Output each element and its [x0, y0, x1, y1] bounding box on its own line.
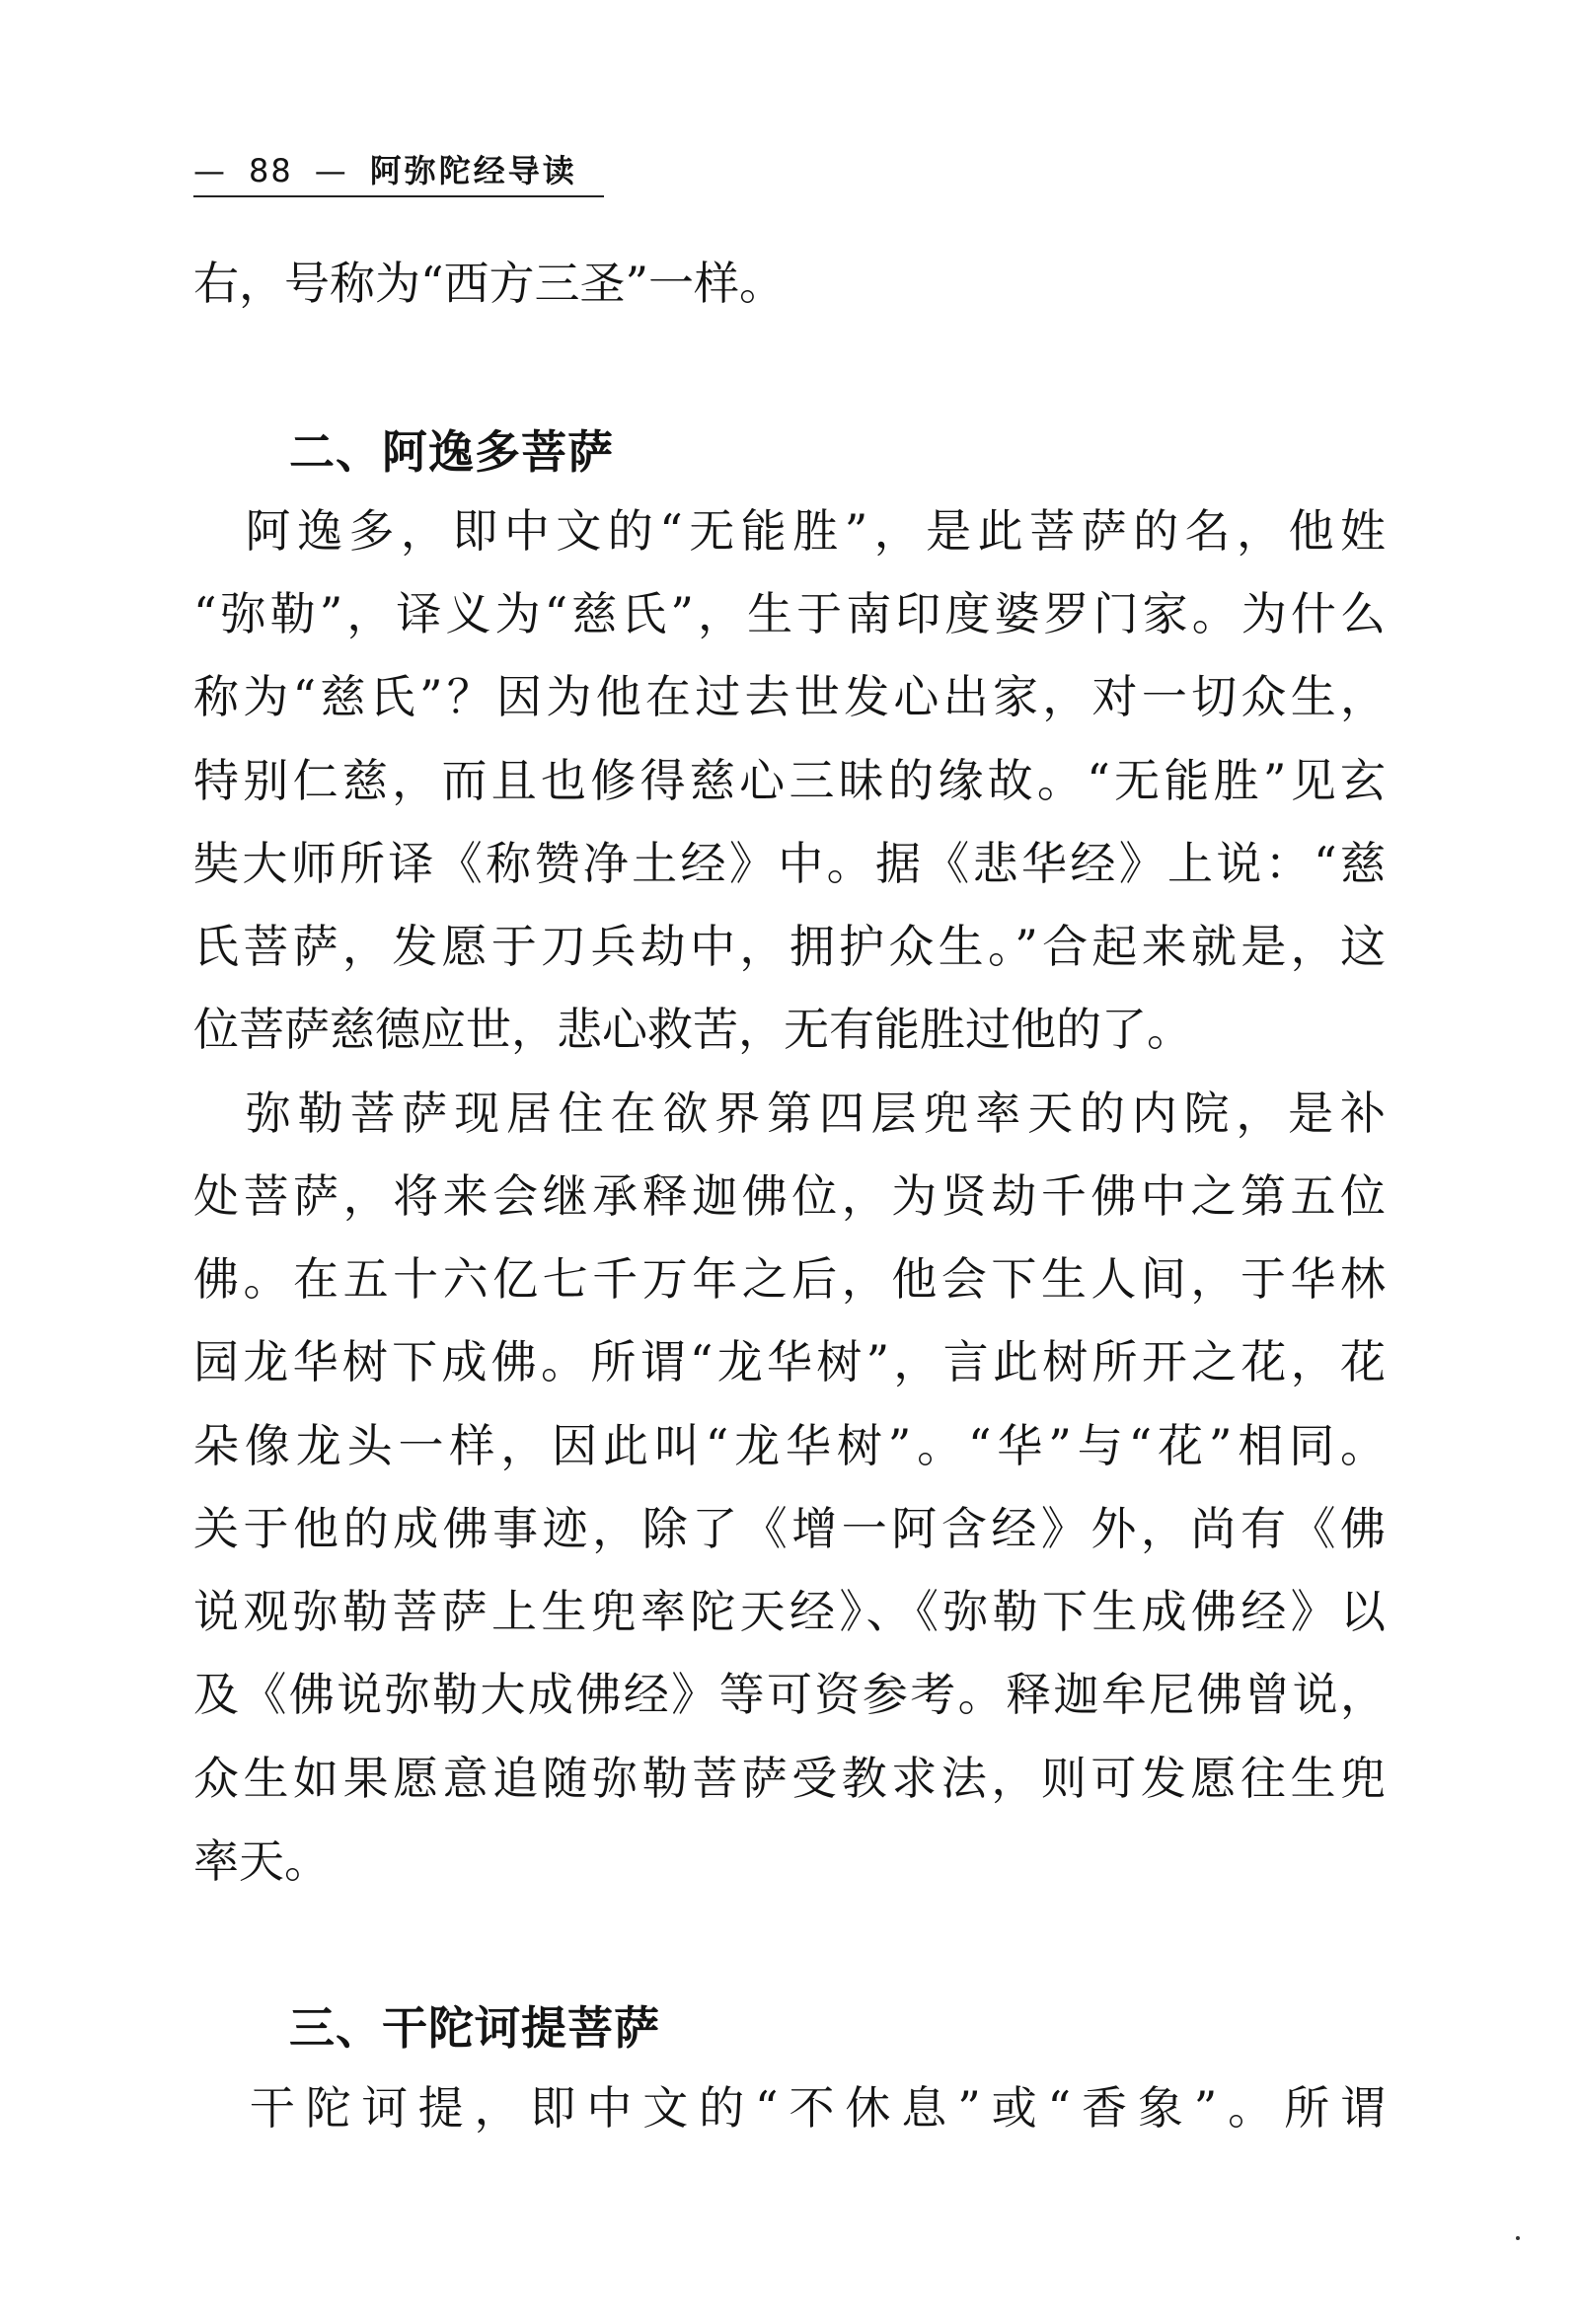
text-line: 园龙华树下成佛。所谓“龙华树”，言此树所开之花，花: [193, 1335, 1386, 1388]
section-heading-2: 二、阿逸多菩萨: [289, 425, 614, 479]
text-line: 阿逸多，即中文的“无能胜”，是此菩萨的名，他姓: [193, 504, 1386, 558]
section-heading-3: 三、干陀诃提菩萨: [289, 2001, 660, 2055]
text-line: 众生如果愿意追随弥勒菩萨受教求法，则可发愿往生兜: [193, 1752, 1386, 1805]
book-title: 阿弥陀经导读: [369, 152, 577, 189]
text-line: 称为“慈氏”？因为他在过去世发心出家，对一切众生，: [193, 670, 1386, 723]
running-header: [193, 146, 577, 197]
text-line: 处菩萨，将来会继承释迦佛位，为贤劫千佛中之第五位: [193, 1169, 1386, 1223]
header-dash-left: —: [193, 152, 227, 189]
text-line: 位菩萨慈德应世，悲心救苦，无有能胜过他的了。: [193, 1003, 1192, 1056]
text-line: 氏菩萨，发愿于刀兵劫中，拥护众生。”合起来就是，这: [193, 920, 1386, 973]
text-line: 及《佛说弥勒大成佛经》等可资参考。释迦牟尼佛曾说，: [193, 1668, 1386, 1721]
text-line: 佛。在五十六亿七千万年之后，他会下生人间，于华林: [193, 1252, 1386, 1306]
text-line: 弥勒菩萨现居住在欲界第四层兜率天的内院，是补: [193, 1087, 1386, 1140]
header-rule: [193, 195, 604, 197]
text-line: 干陀诃提，即中文的“不休息”或“香象”。所谓: [193, 2081, 1386, 2135]
text-line: 率天。: [193, 1835, 330, 1888]
text-line: 特别仁慈，而且也修得慈心三昧的缘故。“无能胜”见玄: [193, 754, 1386, 807]
scan-speck: [1516, 2236, 1520, 2240]
text-line: 关于他的成佛事迹，除了《增一阿含经》外，尚有《佛: [193, 1502, 1386, 1555]
text-line: 奘大师所译《称赞净土经》中。据《悲华经》上说：“慈: [193, 837, 1386, 890]
text-line: “弥勒”，译义为“慈氏”，生于南印度婆罗门家。为什么: [193, 587, 1386, 640]
header-dash-right: —: [314, 152, 348, 189]
text-line: 右，号称为“西方三圣”一样。: [193, 257, 786, 310]
page-number: 88: [249, 152, 293, 189]
text-line: 朵像龙头一样，因此叫“龙华树”。“华”与“花”相同。: [193, 1419, 1386, 1472]
text-line: 说观弥勒菩萨上生兜率陀天经》、《弥勒下生成佛经》以: [193, 1585, 1386, 1638]
